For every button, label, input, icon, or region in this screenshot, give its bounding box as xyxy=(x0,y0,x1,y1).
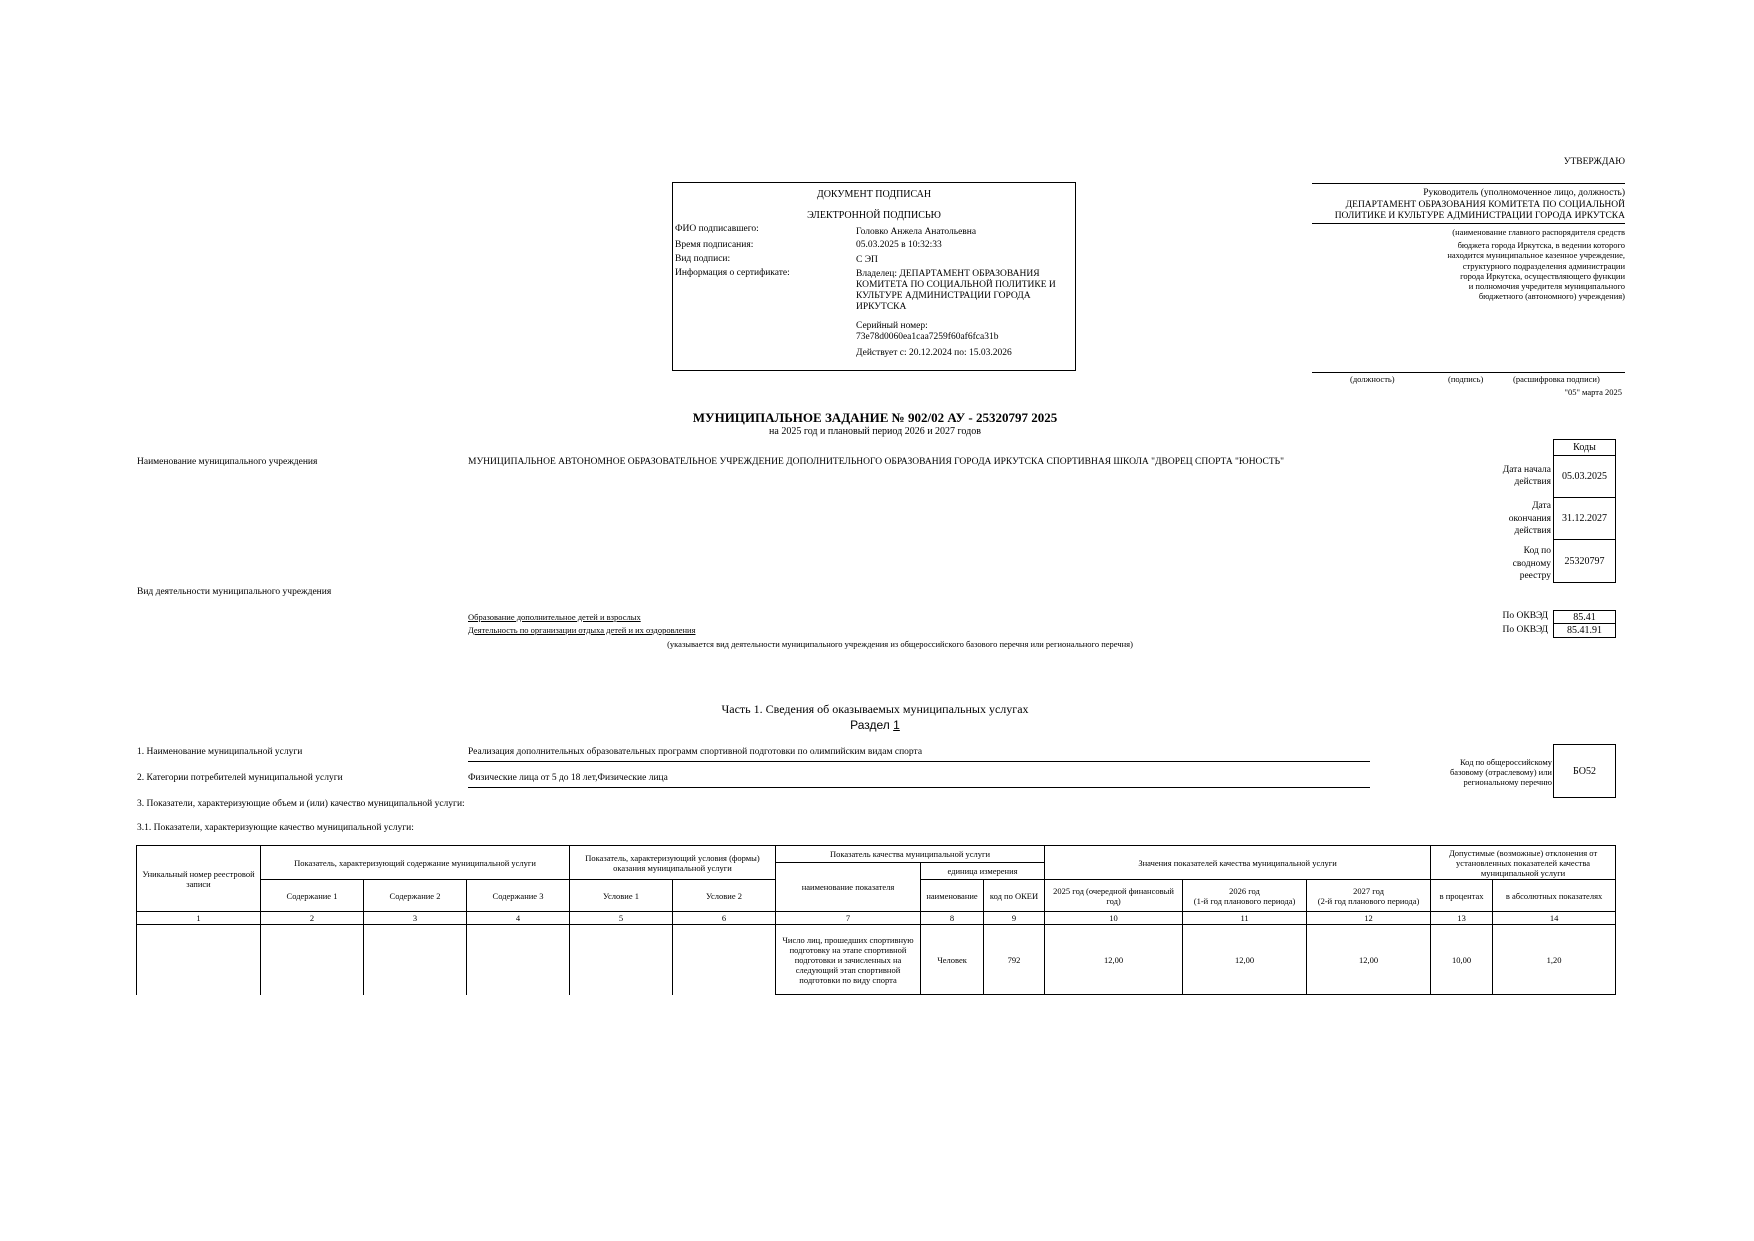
approve-note-7: бюджетного (автономного) учреждения) xyxy=(1478,291,1625,301)
th-deviations: Допустимые (возможные) отклонения от установленных показателей качества муниципальной услуги xyxy=(1431,846,1616,880)
col-num: 14 xyxy=(1493,912,1616,925)
cell-indicator-name: Число лиц, прошедших спортивную подготовку на этапе спортивной подготовки и зачисленных на следующий этап спортивной подготовки по виду спорта xyxy=(776,925,921,995)
stamp-owner-4: ИРКУТСКА xyxy=(856,302,907,312)
okved-code-2: 85.41.91 xyxy=(1553,623,1616,638)
code-start-label-1: Дата начала xyxy=(1502,465,1551,475)
table-row xyxy=(137,925,1616,995)
stamp-owner-3: КУЛЬТУРЕ АДМИНИСТРАЦИИ ГОРОДА xyxy=(856,291,1031,301)
col-num: 2 xyxy=(261,912,364,925)
stamp-time-label: Время подписания: xyxy=(675,240,754,250)
cell-value-2026: 12,00 xyxy=(1183,925,1307,995)
col-num: 10 xyxy=(1045,912,1183,925)
stamp-fio-value: Головко Анжела Анатольевна xyxy=(856,227,977,237)
code-start-date: 05.03.2025 xyxy=(1553,455,1616,498)
approve-position-label: (должность) xyxy=(1350,374,1395,384)
cell-dev-absolute: 1,20 xyxy=(1493,925,1616,995)
th-unit: единица измерения xyxy=(921,863,1045,880)
col-num: 13 xyxy=(1431,912,1493,925)
col-num: 9 xyxy=(984,912,1045,925)
th-year-2027 xyxy=(1307,880,1431,912)
part1-title: Часть 1. Сведения об оказываемых муниципальных услугах xyxy=(721,702,1029,716)
code-end-label-3: действия xyxy=(1514,526,1551,536)
col-num: 8 xyxy=(921,912,984,925)
quality-indicators-heading: 3.1. Показатели, характеризующие качество муниципальной услуги: xyxy=(137,823,414,833)
cell-unit-okei: 792 xyxy=(984,925,1045,995)
cell-value-2027: 12,00 xyxy=(1307,925,1431,995)
code-end-label-1: Дата xyxy=(1532,501,1551,511)
part1-section xyxy=(800,718,950,732)
activity-item-2: Деятельность по организации отдыха детей и их оздоровления xyxy=(468,625,696,635)
approve-dept-line xyxy=(1312,223,1625,224)
code-end-date: 31.12.2027 xyxy=(1553,497,1616,540)
quality-table xyxy=(136,845,1616,995)
stamp-serial-label: Серийный номер: xyxy=(856,321,928,331)
signature-stamp xyxy=(672,182,1076,371)
task-subtitle: на 2025 год и плановый период 2026 и 2027 годов xyxy=(769,426,981,437)
cell-content-2 xyxy=(364,925,467,995)
stamp-title-1: ДОКУМЕНТ ПОДПИСАН xyxy=(816,189,932,200)
approve-sign-line xyxy=(1312,372,1625,373)
approve-note-3: находится муниципальное казенное учреждение, xyxy=(1447,250,1625,260)
th-content: Показатель, характеризующий содержание муниципальной услуги xyxy=(261,846,570,880)
service-name-label: 1. Наименование муниципальной услуги xyxy=(137,747,303,757)
base-list-label-1: Код по общероссийскому xyxy=(1459,757,1552,767)
th-indicator-name: наименование показателя xyxy=(776,863,921,912)
th-year-2026-l2: (1-й год планового периода) xyxy=(1193,895,1296,906)
approve-note-1: (наименование главного распорядителя средств xyxy=(1452,227,1625,237)
code-reg-label-1: Код по xyxy=(1523,546,1551,556)
stamp-owner-1: Владелец: ДЕПАРТАМЕНТ ОБРАЗОВАНИЯ xyxy=(856,269,1040,279)
stamp-fio-label: ФИО подписавшего: xyxy=(675,224,759,234)
section-label: Раздел xyxy=(850,718,890,732)
col-num: 6 xyxy=(673,912,776,925)
service-name-line xyxy=(468,761,1370,762)
th-year-2026-l1: 2026 год xyxy=(1229,885,1260,896)
consumers-line xyxy=(468,787,1370,788)
cell-unique-number xyxy=(137,925,261,995)
th-condition-2: Условие 2 xyxy=(673,880,776,912)
stamp-kind-value: С ЭП xyxy=(856,255,878,265)
stamp-time-value: 05.03.2025 в 10:32:33 xyxy=(856,240,942,250)
activity-label: Вид деятельности муниципального учреждения xyxy=(137,587,332,597)
stamp-serial-value: 73e78d0060ea1caa7259f60af6fca31b xyxy=(856,332,999,342)
base-list-code: БО52 xyxy=(1553,744,1616,798)
approve-note-4: структурного подразделения администрации xyxy=(1462,261,1625,271)
approve-note-2: бюджета города Иркутска, в ведении которого xyxy=(1457,240,1625,250)
approve-dept-line1: ДЕПАРТАМЕНТ ОБРАЗОВАНИЯ КОМИТЕТА ПО СОЦИАЛЬНОЙ xyxy=(1345,200,1625,210)
th-year-2025: 2025 год (очередной финансовый год) xyxy=(1045,880,1183,912)
base-list-label-2: базовому (отраслевому) или xyxy=(1449,767,1552,777)
code-end-label-2: окончания xyxy=(1508,514,1551,524)
stamp-owner-2: КОМИТЕТА ПО СОЦИАЛЬНОЙ ПОЛИТИКЕ И xyxy=(856,280,1056,290)
approve-head-label: Руководитель (уполномоченное лицо, должность) xyxy=(1423,188,1625,198)
col-num: 11 xyxy=(1183,912,1307,925)
task-title: МУНИЦИПАЛЬНОЕ ЗАДАНИЕ № 902/02 АУ - 25320797 2025 xyxy=(692,410,1058,425)
okved-label-2: По ОКВЭД xyxy=(1502,625,1548,635)
stamp-cert-label: Информация о сертификате: xyxy=(675,268,790,278)
col-num: 4 xyxy=(467,912,570,925)
col-num: 3 xyxy=(364,912,467,925)
activity-item-1: Образование дополнительное детей и взрослых xyxy=(468,612,641,622)
institution-label: Наименование муниципального учреждения xyxy=(137,457,318,467)
th-year-2026 xyxy=(1183,880,1307,912)
th-conditions: Показатель, характеризующий условия (формы) оказания муниципальной услуги xyxy=(570,846,776,880)
th-unit-name: наименование xyxy=(921,880,984,912)
consumers-label: 2. Категории потребителей муниципальной услуги xyxy=(137,773,343,783)
service-name-value: Реализация дополнительных образовательных программ спортивной подготовки по олимпийским видам спорта xyxy=(468,747,923,757)
th-unique-number: Уникальный номер реестровой записи xyxy=(137,846,261,912)
approve-sign-label: (подпись) xyxy=(1448,374,1484,384)
code-start-label-2: действия xyxy=(1514,477,1551,487)
consumers-value: Физические лица от 5 до 18 лет,Физические лица xyxy=(468,773,668,783)
th-content-3: Содержание 3 xyxy=(467,880,570,912)
stamp-valid: Действует с: 20.12.2024 по: 15.03.2026 xyxy=(856,348,1012,358)
stamp-title-2: ЭЛЕКТРОННОЙ ПОДПИСЬЮ xyxy=(807,210,941,221)
approve-dept-line2: ПОЛИТИКЕ И КУЛЬТУРЕ АДМИНИСТРАЦИИ ГОРОДА ИРКУТСКА xyxy=(1334,211,1625,221)
th-dev-absolute: в абсолютных показателях xyxy=(1493,880,1616,912)
col-num: 7 xyxy=(776,912,921,925)
codes-header: Коды xyxy=(1553,439,1616,456)
code-reg-label-2: сводному xyxy=(1512,559,1551,569)
code-registry: 25320797 xyxy=(1553,539,1616,583)
th-quality: Показатель качества муниципальной услуги xyxy=(776,846,1045,863)
th-content-2: Содержание 2 xyxy=(364,880,467,912)
approve-top-line xyxy=(1312,183,1625,184)
th-values: Значения показателей качества муниципальной услуги xyxy=(1045,846,1431,880)
approve-note-6: и полномочия учредителя муниципального xyxy=(1468,281,1625,291)
approve-decode-label: (расшифровка подписи) xyxy=(1513,374,1600,384)
cell-content-3 xyxy=(467,925,570,995)
approve-date: "05" марта 2025 xyxy=(1564,387,1622,397)
cell-dev-percent: 10,00 xyxy=(1431,925,1493,995)
th-year-2027-l2: (2-й год планового периода) xyxy=(1317,895,1420,906)
stamp-kind-label: Вид подписи: xyxy=(675,254,731,264)
cell-content-1 xyxy=(261,925,364,995)
indicators-heading: 3. Показатели, характеризующие объем и (или) качество муниципальной услуги: xyxy=(137,799,465,809)
th-year-2027-l1: 2027 год xyxy=(1353,885,1384,896)
okved-label-1: По ОКВЭД xyxy=(1502,611,1548,621)
okved-code-1: 85.41 xyxy=(1553,610,1616,624)
activity-note: (указывается вид деятельности муниципального учреждения из общероссийского базового перечня или регионального перечня) xyxy=(667,639,1133,649)
approve-note-5: города Иркутска, осуществляющего функции xyxy=(1460,271,1625,281)
th-dev-percent: в процентах xyxy=(1431,880,1493,912)
code-reg-label-3: реестру xyxy=(1519,571,1551,581)
cell-condition-2 xyxy=(673,925,776,995)
col-num: 12 xyxy=(1307,912,1431,925)
col-num: 5 xyxy=(570,912,673,925)
cell-unit-name: Человек xyxy=(921,925,984,995)
cell-condition-1 xyxy=(570,925,673,995)
base-list-label-3: региональному перечню xyxy=(1463,777,1552,787)
section-number: 1 xyxy=(893,718,900,732)
th-content-1: Содержание 1 xyxy=(261,880,364,912)
institution-name: МУНИЦИПАЛЬНОЕ АВТОНОМНОЕ ОБРАЗОВАТЕЛЬНОЕ УЧРЕЖДЕНИЕ ДОПОЛНИТЕЛЬНОГО ОБРАЗОВАНИЯ ГОРОДА ИРКУТСКА СПОРТИВНАЯ ШКОЛА "ДВОРЕЦ СПОРТА "ЮНОСТЬ" xyxy=(468,457,1285,467)
col-num: 1 xyxy=(137,912,261,925)
cell-value-2025: 12,00 xyxy=(1045,925,1183,995)
th-unit-okei: код по ОКЕИ xyxy=(984,880,1045,912)
th-condition-1: Условие 1 xyxy=(570,880,673,912)
approve-title: УТВЕРЖДАЮ xyxy=(1563,157,1625,167)
